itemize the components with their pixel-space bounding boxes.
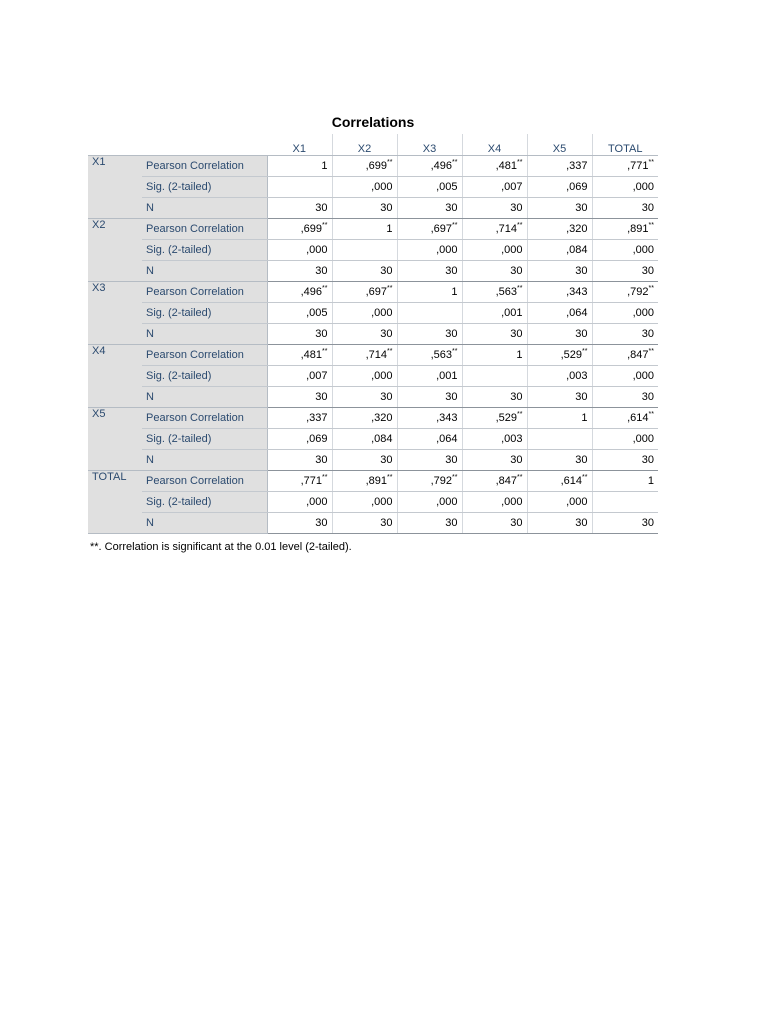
value-cell	[462, 428, 527, 449]
value-text: ,069	[306, 432, 328, 445]
value-text: 30	[380, 390, 393, 403]
n-row	[88, 323, 658, 344]
value-text: 30	[380, 516, 393, 529]
value-cell	[462, 365, 527, 386]
value-cell	[267, 470, 332, 491]
value-text: ,792	[430, 474, 453, 487]
value-cell	[462, 512, 527, 533]
significance-marker: **	[648, 347, 654, 355]
value-cell	[592, 260, 658, 281]
value-cell	[527, 407, 592, 428]
value-text: 1	[647, 474, 654, 487]
value-cell	[527, 323, 592, 344]
value-text: ,481	[300, 348, 323, 361]
sig-row	[88, 239, 658, 260]
value-cell	[462, 281, 527, 302]
significance-marker: **	[582, 347, 588, 355]
sig-row	[88, 491, 658, 512]
value-cell	[527, 449, 592, 470]
value-text: 1	[386, 222, 393, 235]
significance-marker: **	[387, 284, 393, 292]
value-cell	[332, 176, 397, 197]
row-variable-label: X1	[88, 155, 142, 218]
value-cell	[462, 407, 527, 428]
pearson-row	[88, 407, 658, 428]
value-text: 30	[445, 390, 458, 403]
value-text: 30	[445, 327, 458, 340]
value-cell	[397, 197, 462, 218]
value-text: ,714	[495, 222, 518, 235]
significance-marker: **	[452, 158, 458, 166]
value-cell	[397, 449, 462, 470]
value-text: 30	[641, 201, 654, 214]
value-text: 30	[641, 516, 654, 529]
significance-marker: **	[322, 347, 328, 355]
value-text: ,000	[306, 495, 328, 508]
value-cell	[397, 344, 462, 365]
value-text: ,000	[436, 243, 458, 256]
value-cell	[592, 281, 658, 302]
table-footnote: **. Correlation is significant at the 0.01 level (2-tailed).	[90, 540, 352, 553]
value-cell	[267, 365, 332, 386]
significance-marker: **	[648, 284, 654, 292]
value-cell	[462, 239, 527, 260]
sig-row	[88, 302, 658, 323]
value-text: ,496	[430, 159, 453, 172]
column-header: X4	[462, 134, 527, 155]
value-text: 30	[641, 264, 654, 277]
column-header: X3	[397, 134, 462, 155]
value-text: ,007	[306, 369, 328, 382]
value-text: ,000	[371, 180, 393, 193]
statistic-label: N	[142, 323, 267, 344]
value-text: ,000	[501, 495, 523, 508]
value-cell	[462, 470, 527, 491]
value-text: ,005	[306, 306, 328, 319]
n-row	[88, 386, 658, 407]
value-cell	[332, 386, 397, 407]
value-text: ,000	[436, 495, 458, 508]
value-text: ,001	[436, 369, 458, 382]
value-text: 30	[510, 453, 523, 466]
value-text: ,064	[436, 432, 458, 445]
n-row	[88, 449, 658, 470]
value-text: ,771	[627, 159, 649, 172]
statistic-label: N	[142, 449, 267, 470]
pearson-row	[88, 155, 658, 176]
value-cell	[592, 386, 658, 407]
value-text: ,699	[365, 159, 388, 172]
value-text: 30	[380, 327, 393, 340]
significance-marker: **	[387, 158, 393, 166]
value-text: ,529	[560, 348, 583, 361]
value-cell	[332, 302, 397, 323]
value-cell	[527, 512, 592, 533]
value-text: 30	[315, 516, 328, 529]
value-cell	[332, 449, 397, 470]
value-cell	[527, 155, 592, 176]
value-text: 30	[641, 390, 654, 403]
value-cell	[267, 344, 332, 365]
value-text: ,000	[632, 369, 654, 382]
value-cell	[592, 407, 658, 428]
value-cell	[527, 281, 592, 302]
value-text: ,714	[365, 348, 388, 361]
value-text: ,007	[501, 180, 523, 193]
column-header: X1	[267, 134, 332, 155]
sig-row	[88, 176, 658, 197]
value-text: ,000	[632, 243, 654, 256]
value-text: 30	[445, 264, 458, 277]
value-cell	[592, 344, 658, 365]
value-text: ,000	[501, 243, 523, 256]
value-text: ,320	[371, 411, 393, 424]
value-cell	[267, 512, 332, 533]
value-cell	[462, 155, 527, 176]
value-text: ,000	[371, 495, 393, 508]
statistic-label: Sig. (2-tailed)	[142, 176, 267, 197]
table-title: Correlations	[331, 114, 415, 130]
value-text: ,481	[495, 159, 518, 172]
value-cell	[592, 512, 658, 533]
statistic-label: Pearson Correlation	[142, 218, 267, 239]
value-text: ,343	[436, 411, 458, 424]
value-cell	[332, 407, 397, 428]
column-header: X2	[332, 134, 397, 155]
value-text: ,847	[627, 348, 649, 361]
significance-marker: **	[387, 473, 393, 481]
value-text: 30	[315, 201, 328, 214]
value-cell	[462, 302, 527, 323]
value-cell	[397, 218, 462, 239]
value-cell	[332, 470, 397, 491]
value-cell	[267, 197, 332, 218]
value-text: ,320	[566, 222, 588, 235]
value-text: 30	[445, 201, 458, 214]
correlations-table	[88, 134, 658, 534]
value-cell	[397, 386, 462, 407]
row-variable-label: X4	[88, 344, 142, 407]
significance-marker: **	[322, 284, 328, 292]
value-text: ,792	[627, 285, 649, 298]
sig-row	[88, 365, 658, 386]
value-text: ,496	[300, 285, 323, 298]
value-cell	[397, 239, 462, 260]
value-cell	[267, 260, 332, 281]
value-cell	[527, 302, 592, 323]
value-cell	[397, 323, 462, 344]
value-text: ,697	[365, 285, 388, 298]
value-cell	[332, 218, 397, 239]
value-text: 30	[315, 390, 328, 403]
statistic-label: N	[142, 386, 267, 407]
value-text: 30	[510, 264, 523, 277]
value-cell	[527, 197, 592, 218]
value-text: ,614	[560, 474, 583, 487]
value-cell	[397, 365, 462, 386]
pearson-row	[88, 344, 658, 365]
value-text: 30	[510, 201, 523, 214]
significance-marker: **	[517, 473, 523, 481]
value-cell	[267, 386, 332, 407]
value-text: ,891	[365, 474, 388, 487]
significance-marker: **	[648, 410, 654, 418]
row-variable-label: TOTAL	[88, 470, 142, 533]
pearson-row	[88, 281, 658, 302]
value-text: 30	[445, 516, 458, 529]
value-cell	[397, 155, 462, 176]
value-cell	[267, 176, 332, 197]
value-text: ,000	[306, 243, 328, 256]
value-cell	[592, 155, 658, 176]
value-cell	[267, 323, 332, 344]
value-text: ,005	[436, 180, 458, 193]
value-cell	[592, 239, 658, 260]
value-cell	[332, 239, 397, 260]
value-cell	[332, 428, 397, 449]
value-cell	[592, 365, 658, 386]
significance-marker: **	[452, 221, 458, 229]
value-cell	[397, 512, 462, 533]
significance-marker: **	[517, 410, 523, 418]
value-text: ,003	[501, 432, 523, 445]
n-row	[88, 512, 658, 533]
value-cell	[462, 323, 527, 344]
value-text: 30	[575, 201, 588, 214]
statistic-label: N	[142, 512, 267, 533]
significance-marker: **	[387, 347, 393, 355]
value-text: ,337	[566, 159, 588, 172]
value-cell	[267, 428, 332, 449]
significance-marker: **	[322, 221, 328, 229]
value-cell	[332, 155, 397, 176]
spss-output-block	[88, 112, 658, 553]
significance-marker: **	[452, 347, 458, 355]
value-text: 30	[510, 516, 523, 529]
value-cell	[332, 197, 397, 218]
value-text: 30	[575, 327, 588, 340]
value-text: 30	[445, 453, 458, 466]
statistic-label: Sig. (2-tailed)	[142, 302, 267, 323]
value-text: ,771	[300, 474, 323, 487]
value-cell	[397, 176, 462, 197]
value-text: ,000	[371, 369, 393, 382]
value-text: ,343	[566, 285, 588, 298]
value-cell	[462, 260, 527, 281]
value-cell	[462, 386, 527, 407]
value-text: 1	[321, 159, 328, 172]
row-variable-label: X5	[88, 407, 142, 470]
significance-marker: **	[648, 158, 654, 166]
value-text: 30	[575, 264, 588, 277]
statistic-label: Pearson Correlation	[142, 407, 267, 428]
value-text: 30	[510, 327, 523, 340]
significance-marker: **	[517, 284, 523, 292]
value-cell	[332, 344, 397, 365]
corner-cell	[88, 134, 267, 155]
value-cell	[527, 365, 592, 386]
value-cell	[462, 491, 527, 512]
value-cell	[332, 281, 397, 302]
value-text: ,084	[566, 243, 588, 256]
value-cell	[462, 176, 527, 197]
significance-marker: **	[517, 158, 523, 166]
value-cell	[332, 512, 397, 533]
value-cell	[267, 449, 332, 470]
value-text: ,003	[566, 369, 588, 382]
value-cell	[267, 155, 332, 176]
statistic-label: Pearson Correlation	[142, 155, 267, 176]
value-cell	[592, 323, 658, 344]
value-cell	[332, 365, 397, 386]
significance-marker: **	[322, 473, 328, 481]
statistic-label: Pearson Correlation	[142, 344, 267, 365]
value-cell	[462, 218, 527, 239]
statistic-label: Sig. (2-tailed)	[142, 365, 267, 386]
value-text: 30	[641, 453, 654, 466]
correlations-table-body	[88, 155, 658, 533]
value-cell	[592, 302, 658, 323]
value-text: ,563	[495, 285, 518, 298]
value-cell	[267, 491, 332, 512]
value-text: ,064	[566, 306, 588, 319]
value-cell	[397, 260, 462, 281]
value-text: 30	[575, 453, 588, 466]
value-cell	[527, 491, 592, 512]
row-variable-label: X2	[88, 218, 142, 281]
value-cell	[527, 428, 592, 449]
value-text: ,000	[632, 180, 654, 193]
n-row	[88, 197, 658, 218]
value-cell	[592, 176, 658, 197]
pearson-row	[88, 470, 658, 491]
value-cell	[462, 344, 527, 365]
value-text: ,000	[566, 495, 588, 508]
statistic-label: Pearson Correlation	[142, 470, 267, 491]
value-cell	[592, 449, 658, 470]
statistic-label: Sig. (2-tailed)	[142, 239, 267, 260]
value-cell	[397, 470, 462, 491]
value-cell	[397, 302, 462, 323]
value-cell	[397, 281, 462, 302]
column-header: X5	[527, 134, 592, 155]
column-header-row	[88, 134, 658, 155]
value-cell	[527, 176, 592, 197]
value-cell	[527, 239, 592, 260]
value-text: 30	[575, 390, 588, 403]
n-row	[88, 260, 658, 281]
sig-row	[88, 428, 658, 449]
value-text: 30	[510, 390, 523, 403]
value-text: 30	[641, 327, 654, 340]
value-text: ,000	[632, 306, 654, 319]
significance-marker: **	[452, 473, 458, 481]
value-cell	[592, 428, 658, 449]
value-text: 30	[315, 453, 328, 466]
statistic-label: N	[142, 197, 267, 218]
significance-marker: **	[648, 221, 654, 229]
value-cell	[527, 470, 592, 491]
value-cell	[397, 428, 462, 449]
statistic-label: Sig. (2-tailed)	[142, 491, 267, 512]
statistic-label: Sig. (2-tailed)	[142, 428, 267, 449]
value-text: 30	[315, 327, 328, 340]
significance-marker: **	[582, 473, 588, 481]
value-cell	[527, 260, 592, 281]
value-cell	[397, 491, 462, 512]
statistic-label: Pearson Correlation	[142, 281, 267, 302]
value-text: 1	[451, 285, 458, 298]
significance-marker: **	[517, 221, 523, 229]
value-cell	[267, 302, 332, 323]
value-cell	[332, 260, 397, 281]
value-cell	[267, 218, 332, 239]
value-text: ,000	[632, 432, 654, 445]
value-text: ,699	[300, 222, 323, 235]
value-cell	[332, 491, 397, 512]
value-cell	[462, 197, 527, 218]
value-text: ,000	[371, 306, 393, 319]
value-cell	[592, 197, 658, 218]
column-header: TOTAL	[592, 134, 658, 155]
value-text: 30	[380, 201, 393, 214]
value-cell	[462, 449, 527, 470]
value-text: ,563	[430, 348, 453, 361]
value-text: ,891	[627, 222, 649, 235]
value-text: 30	[380, 453, 393, 466]
value-text: ,847	[495, 474, 518, 487]
value-text: ,337	[306, 411, 328, 424]
value-text: 1	[516, 348, 523, 361]
value-text: 1	[581, 411, 588, 424]
value-cell	[592, 218, 658, 239]
value-text: 30	[575, 516, 588, 529]
value-text: ,001	[501, 306, 523, 319]
value-text: ,069	[566, 180, 588, 193]
statistic-label: N	[142, 260, 267, 281]
value-text: 30	[380, 264, 393, 277]
row-variable-label: X3	[88, 281, 142, 344]
value-cell	[267, 239, 332, 260]
value-text: ,614	[627, 411, 649, 424]
value-cell	[527, 386, 592, 407]
value-text: 30	[315, 264, 328, 277]
value-cell	[267, 407, 332, 428]
value-cell	[527, 344, 592, 365]
value-cell	[267, 281, 332, 302]
pearson-row	[88, 218, 658, 239]
value-cell	[592, 470, 658, 491]
value-cell	[527, 218, 592, 239]
value-text: ,697	[430, 222, 453, 235]
value-cell	[592, 491, 658, 512]
value-cell	[332, 323, 397, 344]
value-cell	[397, 407, 462, 428]
value-text: ,084	[371, 432, 393, 445]
value-text: ,529	[495, 411, 518, 424]
